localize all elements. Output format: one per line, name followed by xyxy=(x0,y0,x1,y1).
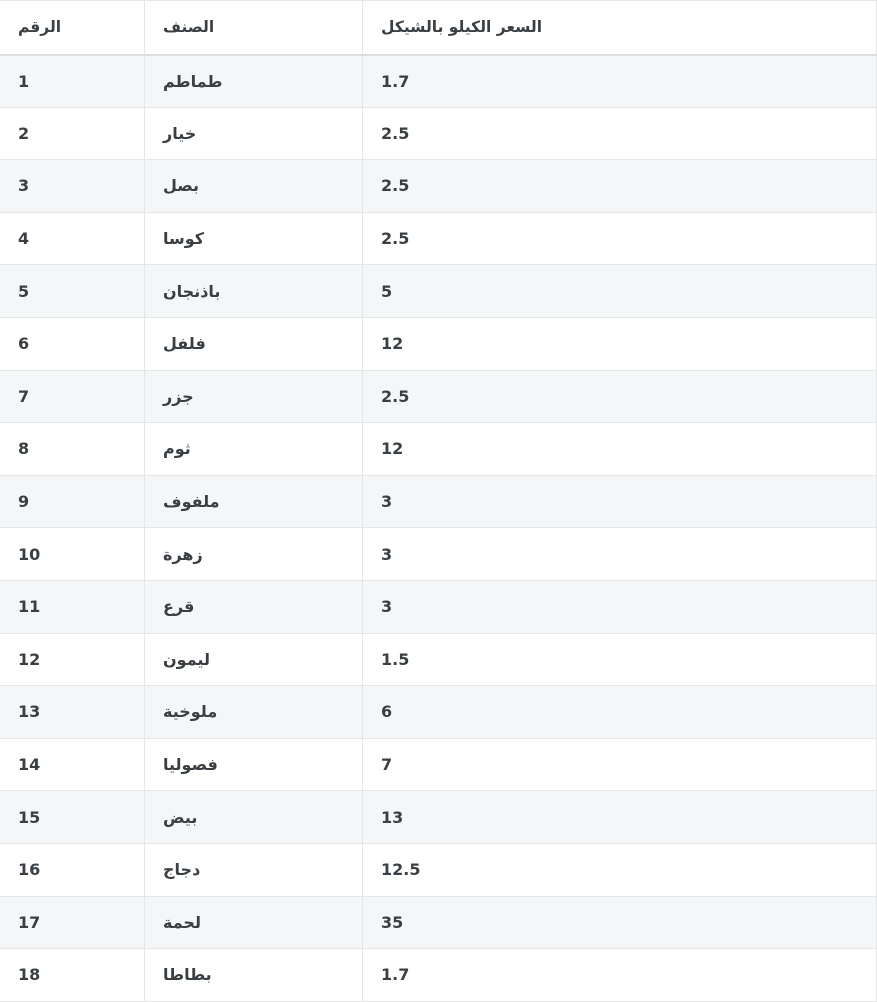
cell-price: 6 xyxy=(363,686,877,739)
cell-price: 3 xyxy=(363,475,877,528)
cell-number: 14 xyxy=(0,738,145,791)
table-row xyxy=(0,738,877,791)
cell-item: طماطم xyxy=(145,55,363,108)
cell-price: 2.5 xyxy=(363,370,877,423)
cell-price: 35 xyxy=(363,896,877,949)
cell-price: 5 xyxy=(363,265,877,318)
cell-item: كوسا xyxy=(145,212,363,265)
table-row xyxy=(0,896,877,949)
cell-item: جزر xyxy=(145,370,363,423)
cell-price: 1.5 xyxy=(363,633,877,686)
table-row xyxy=(0,475,877,528)
cell-item: خيار xyxy=(145,107,363,160)
cell-price: 12.5 xyxy=(363,843,877,896)
cell-item: ملوخية xyxy=(145,686,363,739)
cell-item: ثوم xyxy=(145,423,363,476)
cell-number: 1 xyxy=(0,55,145,108)
table-row xyxy=(0,160,877,213)
cell-price: 12 xyxy=(363,423,877,476)
cell-number: 3 xyxy=(0,160,145,213)
cell-number: 11 xyxy=(0,580,145,633)
cell-price: 13 xyxy=(363,791,877,844)
table-row xyxy=(0,107,877,160)
cell-price: 7 xyxy=(363,738,877,791)
cell-price: 2.5 xyxy=(363,107,877,160)
cell-item: قرع xyxy=(145,580,363,633)
cell-item: لحمة xyxy=(145,896,363,949)
cell-item: ملفوف xyxy=(145,475,363,528)
cell-price: 2.5 xyxy=(363,212,877,265)
table-row xyxy=(0,370,877,423)
table-row xyxy=(0,212,877,265)
cell-price: 2.5 xyxy=(363,160,877,213)
cell-item: ليمون xyxy=(145,633,363,686)
table-row xyxy=(0,580,877,633)
cell-number: 7 xyxy=(0,370,145,423)
cell-number: 16 xyxy=(0,843,145,896)
cell-item: بطاطا xyxy=(145,949,363,1002)
cell-item: دجاج xyxy=(145,843,363,896)
cell-number: 5 xyxy=(0,265,145,318)
cell-price: 3 xyxy=(363,528,877,581)
table-row xyxy=(0,528,877,581)
cell-price: 3 xyxy=(363,580,877,633)
cell-number: 12 xyxy=(0,633,145,686)
cell-number: 15 xyxy=(0,791,145,844)
table-row xyxy=(0,686,877,739)
cell-item: زهرة xyxy=(145,528,363,581)
table-header-row xyxy=(0,1,877,55)
cell-item: بصل xyxy=(145,160,363,213)
cell-number: 2 xyxy=(0,107,145,160)
table-row xyxy=(0,317,877,370)
cell-number: 17 xyxy=(0,896,145,949)
cell-item: بيض xyxy=(145,791,363,844)
cell-number: 18 xyxy=(0,949,145,1002)
cell-item: فصوليا xyxy=(145,738,363,791)
table-row xyxy=(0,423,877,476)
cell-number: 8 xyxy=(0,423,145,476)
table-row xyxy=(0,265,877,318)
cell-number: 9 xyxy=(0,475,145,528)
cell-number: 6 xyxy=(0,317,145,370)
cell-price: 12 xyxy=(363,317,877,370)
column-header-item: الصنف xyxy=(145,1,363,55)
cell-item: باذنجان xyxy=(145,265,363,318)
cell-number: 4 xyxy=(0,212,145,265)
table-row xyxy=(0,633,877,686)
table-header xyxy=(0,1,877,55)
column-header-price: السعر الكيلو بالشيكل xyxy=(363,1,877,55)
cell-price: 1.7 xyxy=(363,55,877,108)
cell-item: فلفل xyxy=(145,317,363,370)
table-row xyxy=(0,949,877,1002)
cell-number: 13 xyxy=(0,686,145,739)
cell-price: 1.7 xyxy=(363,949,877,1002)
cell-number: 10 xyxy=(0,528,145,581)
table-row xyxy=(0,843,877,896)
table-row xyxy=(0,791,877,844)
column-header-number: الرقم xyxy=(0,1,145,55)
table-body xyxy=(0,55,877,1002)
table-row xyxy=(0,55,877,108)
